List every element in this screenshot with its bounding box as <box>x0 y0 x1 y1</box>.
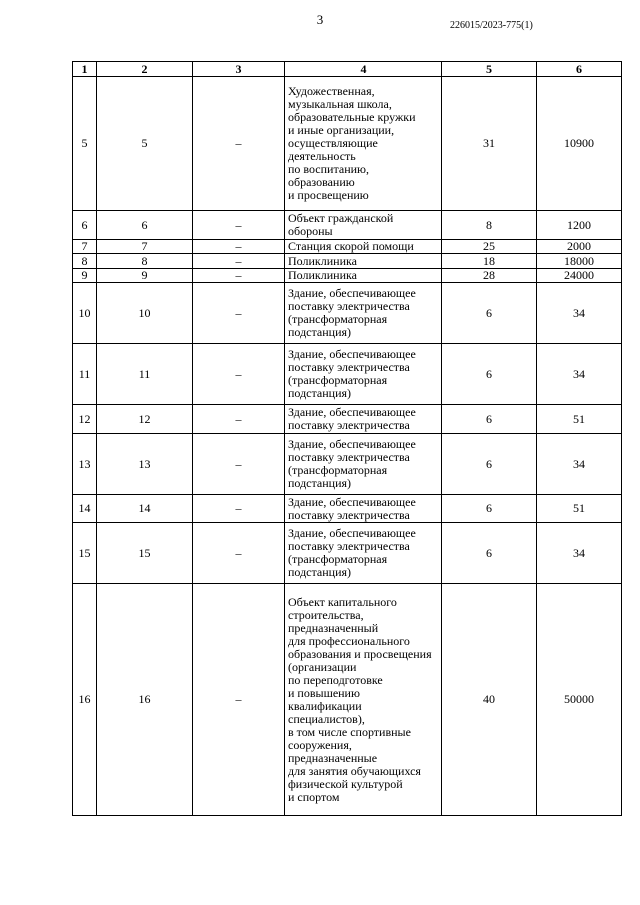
cell-col-2: 11 <box>97 344 193 405</box>
cell-text-line: физической культурой <box>288 776 403 791</box>
cell-col-6: 34 <box>537 523 622 584</box>
cell-col-2: 9 <box>97 269 193 283</box>
table-row <box>73 269 622 283</box>
cell-col-1: 5 <box>73 77 97 211</box>
cell-col-1: 11 <box>73 344 97 405</box>
cell-col-2: 13 <box>97 434 193 495</box>
cell-col-5: 6 <box>442 434 537 495</box>
cell-col-6: 51 <box>537 405 622 434</box>
cell-text-line: (трансформаторная <box>288 373 388 387</box>
cell-text-line: Объект капитального <box>288 594 397 609</box>
cell-col-3: – <box>193 523 285 584</box>
cell-col-4 <box>285 434 442 495</box>
cell-col-2: 14 <box>97 495 193 523</box>
cell-col-3: – <box>193 211 285 240</box>
cell-col-4 <box>285 269 442 283</box>
cell-text-line: поставку электричества <box>288 299 410 313</box>
cell-col-6: 10900 <box>537 77 622 211</box>
cell-col-1: 13 <box>73 434 97 495</box>
cell-col-5: 6 <box>442 344 537 405</box>
cell-col-4 <box>285 405 442 434</box>
cell-text-line: Здание, обеспечивающее <box>288 347 416 361</box>
cell-col-4 <box>285 584 442 816</box>
cell-col-3: – <box>193 495 285 523</box>
cell-col-1: 10 <box>73 283 97 344</box>
cell-col-4 <box>285 344 442 405</box>
cell-text-line: предназначенный <box>288 620 379 635</box>
cell-text-line: и иные организации, <box>288 123 395 137</box>
cell-text-line: подстанция) <box>288 386 352 400</box>
table-body <box>73 77 622 816</box>
header-col-5: 5 <box>442 62 537 77</box>
cell-text-line: и повышению <box>288 685 360 700</box>
cell-text-line: подстанция) <box>288 565 352 579</box>
cell-col-6: 51 <box>537 495 622 523</box>
cell-text-line: Здание, обеспечивающее <box>288 437 416 451</box>
cell-col-6: 2000 <box>537 240 622 254</box>
table-row <box>73 211 622 240</box>
table-row <box>73 495 622 523</box>
cell-col-2: 5 <box>97 77 193 211</box>
cell-col-3: – <box>193 254 285 269</box>
cell-col-5: 8 <box>442 211 537 240</box>
data-table <box>72 61 622 816</box>
header-col-6: 6 <box>537 62 622 77</box>
cell-col-5: 6 <box>442 405 537 434</box>
cell-col-5: 6 <box>442 495 537 523</box>
document-code: 226015/2023-775(1) <box>450 20 533 31</box>
cell-text-line: для занятия обучающихся <box>288 763 421 778</box>
cell-text-line: осуществляющие <box>288 136 378 150</box>
cell-text-line: поставку электричества <box>288 360 410 374</box>
cell-col-6: 18000 <box>537 254 622 269</box>
cell-text-line: поставку электричества <box>288 450 410 464</box>
cell-col-2: 7 <box>97 240 193 254</box>
cell-text-line: и спортом <box>288 789 340 804</box>
cell-text-line: поставку электричества <box>288 418 410 432</box>
table-row <box>73 344 622 405</box>
cell-col-4 <box>285 283 442 344</box>
cell-col-1: 7 <box>73 240 97 254</box>
cell-col-6: 24000 <box>537 269 622 283</box>
cell-text-line: Здание, обеспечивающее <box>288 286 416 300</box>
cell-text-line: образовательные кружки <box>288 110 416 124</box>
cell-text-line: образования и просвещения <box>288 646 432 661</box>
table-row <box>73 254 622 269</box>
cell-text-line: Станция скорой помощи <box>288 239 414 253</box>
cell-col-6: 34 <box>537 344 622 405</box>
cell-text-line: Здание, обеспечивающее <box>288 405 416 419</box>
cell-col-4 <box>285 495 442 523</box>
cell-col-3: – <box>193 269 285 283</box>
cell-col-4 <box>285 254 442 269</box>
cell-col-5: 31 <box>442 77 537 211</box>
cell-text-line: поставку электричества <box>288 539 410 553</box>
cell-col-2: 6 <box>97 211 193 240</box>
cell-col-5: 25 <box>442 240 537 254</box>
cell-text-line: по переподготовке <box>288 672 383 687</box>
cell-col-5: 40 <box>442 584 537 816</box>
cell-text-line: квалификации <box>288 698 362 713</box>
header-col-3: 3 <box>193 62 285 77</box>
cell-col-1: 12 <box>73 405 97 434</box>
cell-col-4 <box>285 240 442 254</box>
cell-text-line: строительства, <box>288 607 364 622</box>
cell-text-line: Здание, обеспечивающее <box>288 494 416 509</box>
cell-col-4 <box>285 523 442 584</box>
cell-col-1: 16 <box>73 584 97 816</box>
page-number: 3 <box>316 12 324 27</box>
cell-text-line: деятельность <box>288 149 356 163</box>
cell-text-line: сооружения, <box>288 737 352 752</box>
cell-text-line: и просвещению <box>288 188 369 202</box>
cell-col-4 <box>285 211 442 240</box>
table-row <box>73 77 622 211</box>
cell-text-line: предназначенные <box>288 750 378 765</box>
cell-col-2: 8 <box>97 254 193 269</box>
table-row <box>73 283 622 344</box>
cell-text-line: (трансформаторная <box>288 463 388 477</box>
table-row <box>73 584 622 816</box>
cell-col-1: 15 <box>73 523 97 584</box>
cell-col-5: 18 <box>442 254 537 269</box>
cell-text-line: (организации <box>288 659 357 674</box>
cell-col-3: – <box>193 434 285 495</box>
cell-text-line: по воспитанию, <box>288 162 369 176</box>
cell-col-6: 50000 <box>537 584 622 816</box>
cell-col-4 <box>285 77 442 211</box>
cell-col-3: – <box>193 344 285 405</box>
cell-col-2: 15 <box>97 523 193 584</box>
cell-col-6: 34 <box>537 434 622 495</box>
header-col-4: 4 <box>285 62 442 77</box>
cell-text-line: образованию <box>288 175 355 189</box>
table-row <box>73 434 622 495</box>
cell-col-5: 6 <box>442 283 537 344</box>
cell-col-5: 6 <box>442 523 537 584</box>
cell-text-line: Здание, обеспечивающее <box>288 526 416 540</box>
cell-text-line: подстанция) <box>288 476 352 490</box>
cell-text-line: Объект гражданской <box>288 211 394 225</box>
cell-text-line: обороны <box>288 224 333 238</box>
cell-col-2: 16 <box>97 584 193 816</box>
cell-col-3: – <box>193 283 285 344</box>
cell-text-line: (трансформаторная <box>288 552 388 566</box>
cell-col-6: 34 <box>537 283 622 344</box>
header-row <box>73 62 622 77</box>
cell-text-line: музыкальная школа, <box>288 97 392 111</box>
table-header <box>73 62 622 77</box>
cell-col-3: – <box>193 584 285 816</box>
cell-col-1: 9 <box>73 269 97 283</box>
cell-text-line: (трансформаторная <box>288 312 388 326</box>
header-col-1: 1 <box>73 62 97 77</box>
cell-col-2: 10 <box>97 283 193 344</box>
table-row <box>73 405 622 434</box>
cell-col-3: – <box>193 77 285 211</box>
cell-text-line: Поликлиника <box>288 253 357 268</box>
cell-text-line: поставку электричества <box>288 507 410 522</box>
cell-text-line: специалистов), <box>288 711 365 726</box>
cell-col-2: 12 <box>97 405 193 434</box>
cell-col-6: 1200 <box>537 211 622 240</box>
cell-text-line: для профессионального <box>288 633 410 648</box>
table-row <box>73 240 622 254</box>
cell-text-line: Художественная, <box>288 84 375 98</box>
cell-col-5: 28 <box>442 269 537 283</box>
header-col-2: 2 <box>97 62 193 77</box>
cell-text-line: подстанция) <box>288 325 352 339</box>
table-row <box>73 523 622 584</box>
cell-col-1: 8 <box>73 254 97 269</box>
cell-col-1: 14 <box>73 495 97 523</box>
cell-text-line: Поликлиника <box>288 268 357 282</box>
cell-col-3: – <box>193 405 285 434</box>
cell-col-3: – <box>193 240 285 254</box>
cell-col-1: 6 <box>73 211 97 240</box>
cell-text-line: в том числе спортивные <box>288 724 411 739</box>
